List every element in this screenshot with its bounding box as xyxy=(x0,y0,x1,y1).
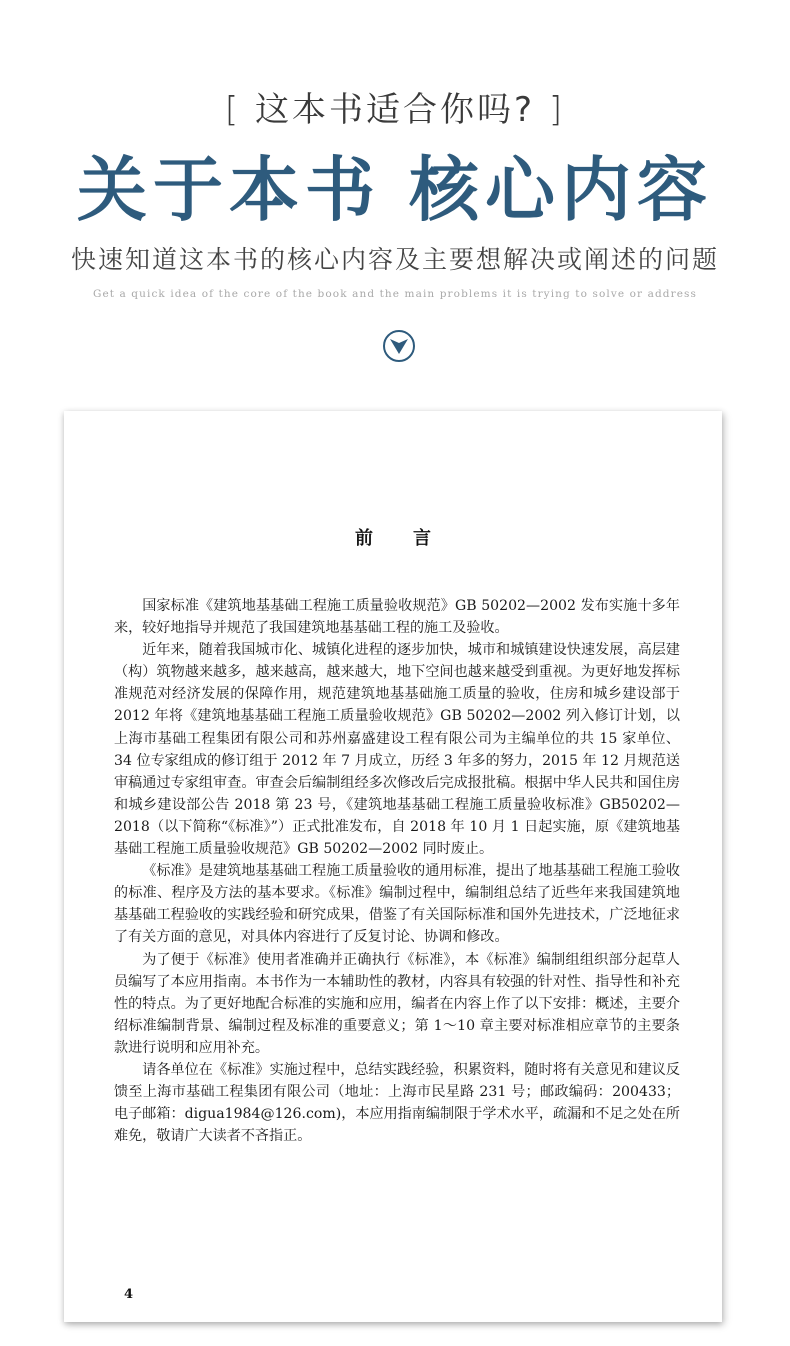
paragraph: 《标准》是建筑地基基础工程施工质量验收的通用标准，提出了地基基础工程施工验收的标准、程序及方法的基本要求。《标准》编制过程中，编制组总结了近些年来我国建筑地基基础工程验收的实践经验和研究成果，借鉴了有关国际标准和国外先进技术，广泛地征求了有关方面的意见，对具体内容进行了反复讨论、协调和修改。 xyxy=(114,863,680,946)
english-subheading: Get a quick idea of the core of the book and the main problems it is trying to solve or address xyxy=(92,288,698,300)
page-title xyxy=(64,524,722,550)
paragraph: 近年来，随着我国城市化、城镇化进程的逐步加快，城市和城镇建设快速发展，高层建（构）筑物越来越多，越来越高，越来越大，地下空间也越来越受到重视。为更好地发挥标准规范对经济发展的保障作用，规范建筑地基基础施工质量的验收，住房和城乡建设部于 2012 年将《建筑地基基础工程施工质量验收规范》GB 50202—2002 列入修订计划，以上海市基础工程集团有限公司和苏州嘉盛建设工程有限公司为主编单位的共 15 家单位、34 位专家组成的修订组于 2012 年 7 月成立，历经 3 年多的努力，2015 年 12 月规范送审稿通过专家组审查。审查会后编制组经多次修改后完成报批稿。根据中华人民共和国住房和城乡建设部公告 2018 第 23 号，《建筑地基基础工程施工质量验收标准》GB50202—2018（以下简称“《标准》”）正式批准发布，自 2018 年 10 月 1 日起实施，原《建筑地基基础工程施工质量验收规范》GB 50202—2002 同时废止。 xyxy=(114,642,680,858)
subheading: 快速知道这本书的核心内容及主要想解决或阐述的问题 xyxy=(70,245,719,274)
chevron-down-icon xyxy=(390,338,408,355)
book-page xyxy=(64,411,722,1322)
page-number: 4 xyxy=(124,1287,134,1302)
headline xyxy=(0,140,790,240)
bracket-open: [ xyxy=(224,90,242,130)
paragraph: 请各单位在《标准》实施过程中，总结实践经验，积累资料，随时将有关意见和建议反馈至上海市基础工程集团有限公司（地址：上海市民星路 231 号；邮政编码：200433；电子邮箱：digua1984@126.com)，本应用指南编制限于学术水平，疏漏和不足之处在所难免，敬请广大读者不吝指正。 xyxy=(114,1061,680,1145)
title-char-1: 前 xyxy=(355,528,373,549)
headline-part2: 核心内容 xyxy=(409,148,713,231)
preface-body xyxy=(114,595,680,1147)
scroll-down-button[interactable] xyxy=(383,330,415,362)
section-kicker xyxy=(0,82,790,131)
bracket-close: ] xyxy=(548,90,566,130)
title-char-2: 言 xyxy=(413,528,431,549)
paragraph: 国家标准《建筑地基基础工程施工质量验收规范》GB 50202—2002 发布实施十多年来，较好地指导并规范了我国建筑地基基础工程的施工及验收。 xyxy=(114,598,680,637)
kicker-text: 这本书适合你吗? xyxy=(254,90,536,130)
paragraph: 为了便于《标准》使用者准确并正确执行《标准》，本《标准》编制组组织部分起草人员编写了本应用指南。本书作为一本辅助性的教材，内容具有较强的针对性、指导性和补充性的特点。为了更好地配合标准的实施和应用，编者在内容上作了以下安排：概述，主要介绍标准编制背景、编制过程及标准的重要意义；第 1～10 章主要对标准相应章节的主要条款进行说明和应用补充。 xyxy=(114,951,680,1056)
headline-part1: 关于本书 xyxy=(77,148,381,231)
